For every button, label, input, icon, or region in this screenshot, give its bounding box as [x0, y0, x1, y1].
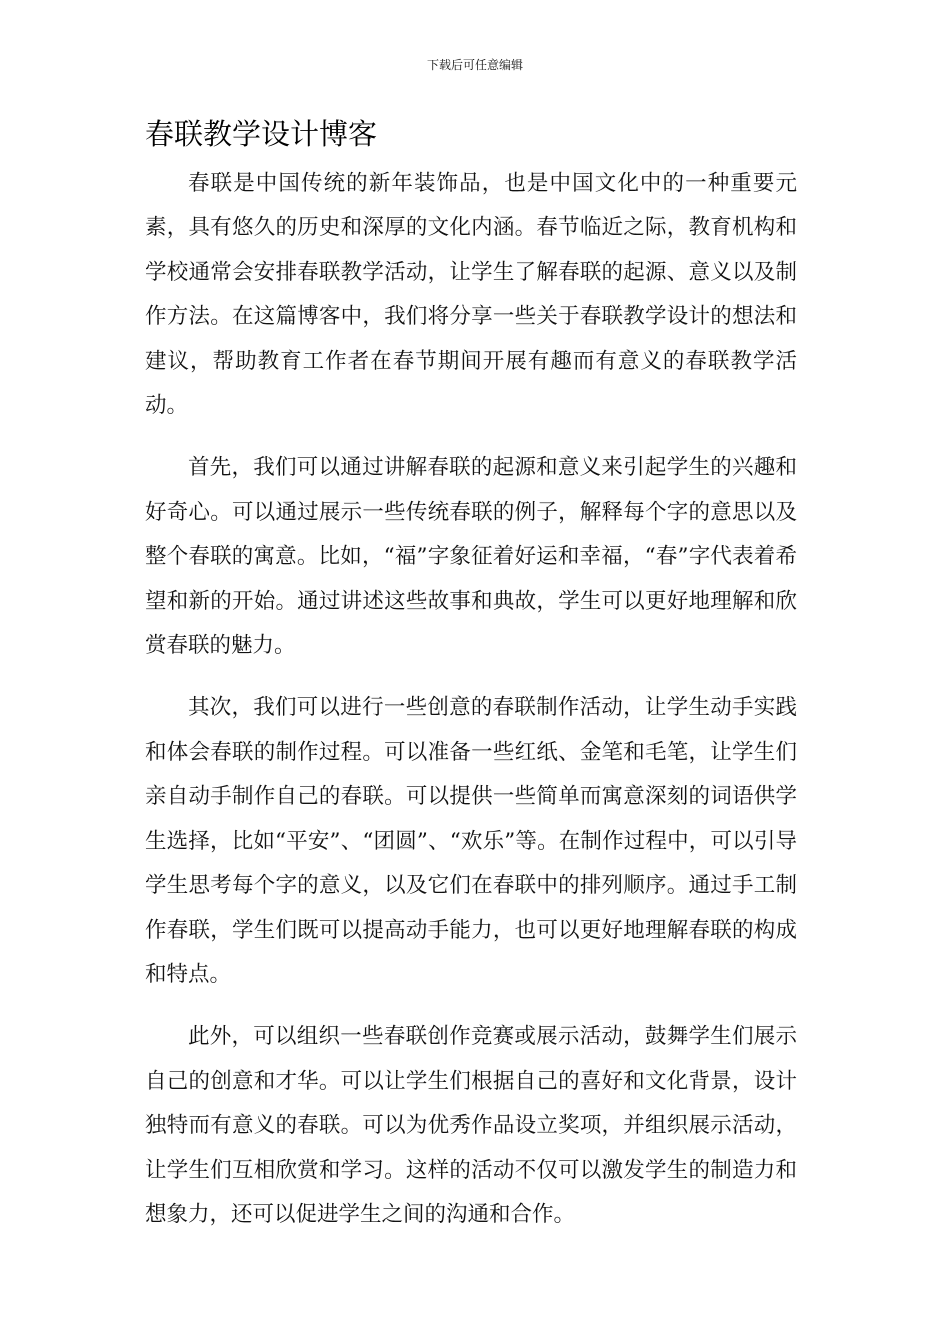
paragraph-2: 首先，我们可以通过讲解春联的起源和意义来引起学生的兴趣和好奇心。可以通过展示一些传统春联的例子，解释每个字的意思以及整个春联的寓意。比如，“福”字象征着好运和幸福，“春”字代表着希望和新的开始。通过讲述这些故事和典故，学生可以更好地理解和欣赏春联的魅力。 [145, 455, 797, 659]
paragraph-1: 春联是中国传统的新年装饰品，也是中国文化中的一种重要元素，具有悠久的历史和深厚的文化内涵。春节临近之际，教育机构和学校通常会安排春联教学活动，让学生了解春联的起源、意义以及制作方法。在这篇博客中，我们将分享一些关于春联教学设计的想法和建议，帮助教育工作者在春节期间开展有趣而有意义的春联教学活动。 [145, 171, 797, 419]
paragraph-3: 其次，我们可以进行一些创意的春联制作活动，让学生动手实践和体会春联的制作过程。可以准备一些红纸、金笔和毛笔，让学生们亲自动手制作自己的春联。可以提供一些简单而寓意深刻的词语供学生选择，比如“平安”、“团圆”、“欢乐”等。在制作过程中，可以引导学生思考每个字的意义，以及它们在春联中的排列顺序。通过手工制作春联，学生们既可以提高动手能力，也可以更好地理解春联的构成和特点。 [145, 695, 797, 987]
paragraph-4: 此外，可以组织一些春联创作竞赛或展示活动，鼓舞学生们展示自己的创意和才华。可以让学生们根据自己的喜好和文化背景，设计独特而有意义的春联。可以为优秀作品设立奖项，并组织展示活动，让学生们互相欣赏和学习。这样的活动不仅可以激发学生的制造力和想象力，还可以促进学生之间的沟通和合作。 [145, 1024, 797, 1227]
header-note: 下载后可任意编辑 [426, 58, 523, 72]
document-title: 春联教学设计博客 [145, 117, 378, 151]
document-body [145, 162, 797, 1255]
